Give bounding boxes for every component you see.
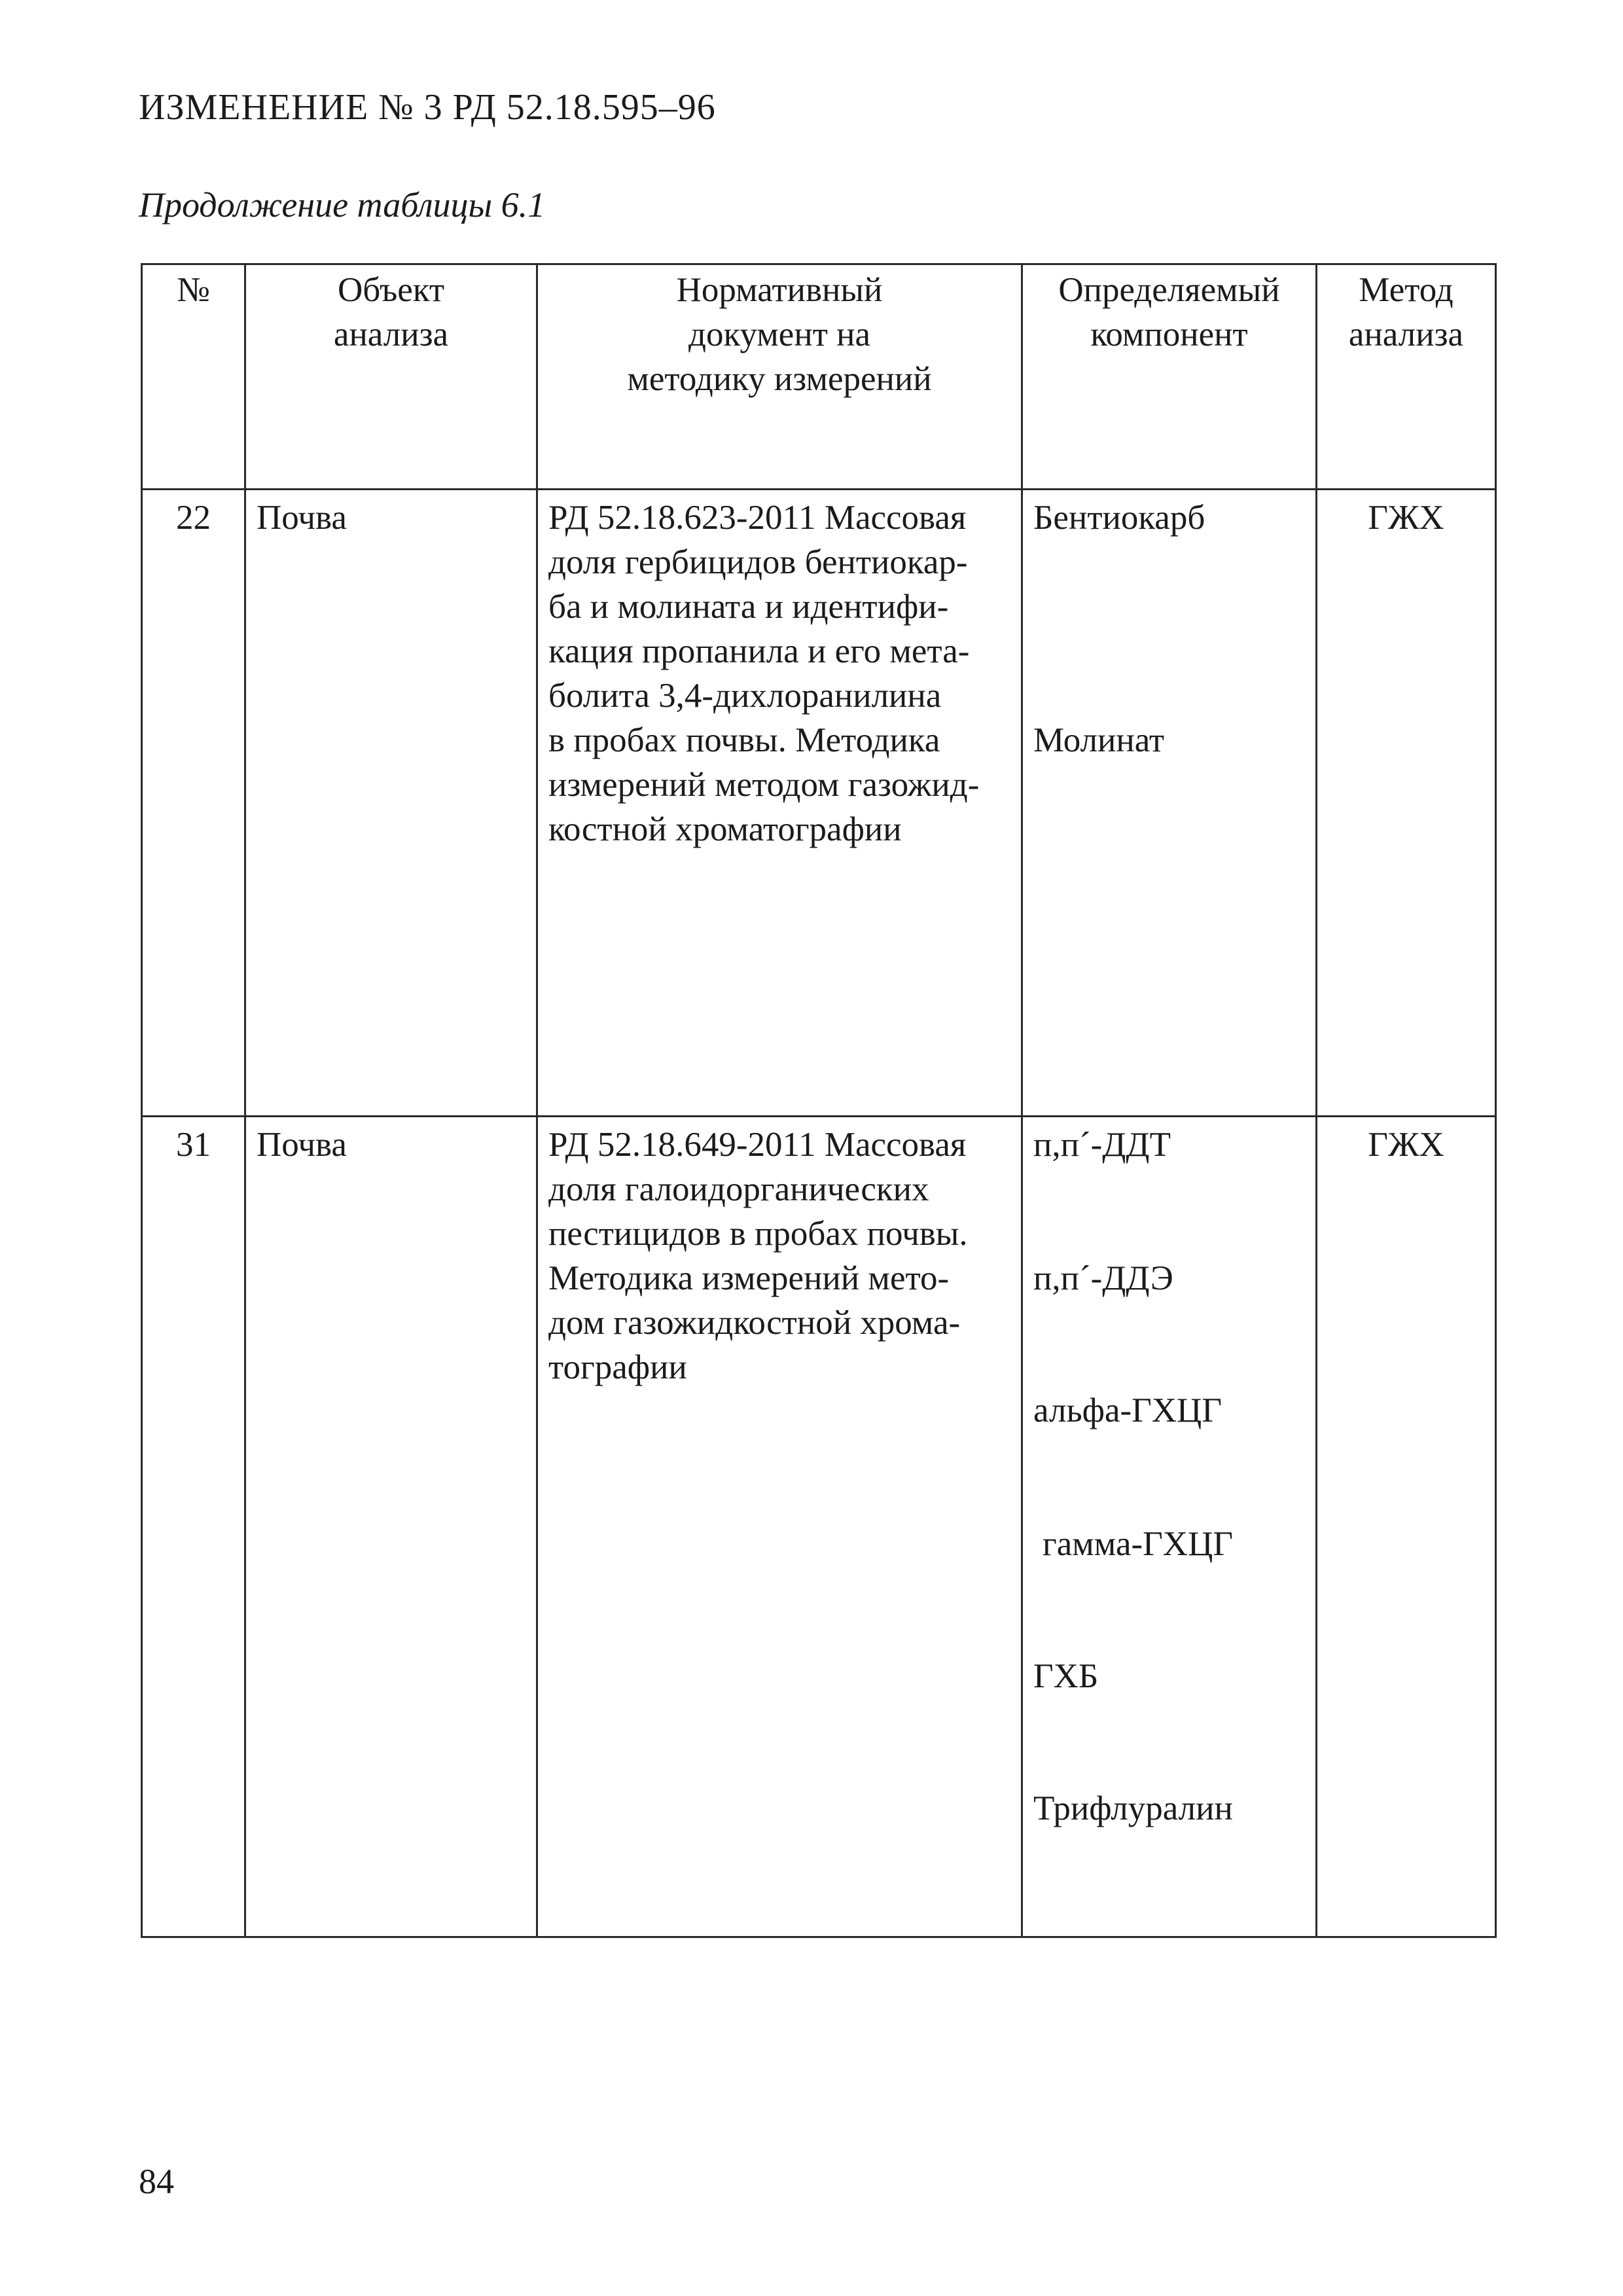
column-header-document: Нормативный документ на методику измерений	[537, 264, 1022, 490]
table-row	[142, 1117, 1496, 1937]
methods-table	[141, 263, 1497, 1938]
analysis-method: ГЖХ	[1317, 490, 1496, 1117]
component-item: Молинат	[1033, 721, 1165, 759]
analysis-method: ГЖХ	[1317, 1117, 1496, 1937]
component-item: ГХБ	[1033, 1657, 1099, 1695]
component-item: Трифлуралин	[1033, 1789, 1233, 1827]
component-item: гамма-ГХЦГ	[1043, 1525, 1233, 1563]
component-item: п,п´-ДДТ	[1033, 1126, 1171, 1164]
table-row	[142, 490, 1496, 1117]
component-item: Бентиокарб	[1033, 499, 1205, 537]
normative-document: РД 52.18.623-2011 Массовая доля гербицидов бентиокар- ба и молината и идентифи- кация пропанила и его мета- болита 3,4-дихлоранилина в пробах почвы. Методика измерений методом газожид- костной хроматографии	[537, 490, 1022, 1117]
document-header: ИЗМЕНЕНИЕ № 3 РД 52.18.595–96	[139, 87, 716, 128]
analysis-object: Почва	[245, 490, 537, 1117]
column-header-num: №	[142, 264, 245, 490]
normative-document: РД 52.18.649-2011 Массовая доля галоидорганических пестицидов в пробах почвы. Методика измерений мето- дом газожидкостной хрома- тографии	[537, 1117, 1022, 1937]
component-cell	[1022, 490, 1317, 1117]
table-header-row	[142, 264, 1496, 490]
column-header-method: Метод анализа	[1317, 264, 1496, 490]
analysis-object: Почва	[245, 1117, 537, 1937]
component-item: п,п´-ДДЭ	[1033, 1259, 1173, 1297]
page-number: 84	[139, 2162, 174, 2201]
row-number: 22	[142, 490, 245, 1117]
component-cell	[1022, 1117, 1317, 1937]
table-caption: Продолжение таблицы 6.1	[139, 185, 546, 224]
component-item: альфа-ГХЦГ	[1033, 1391, 1222, 1429]
row-number: 31	[142, 1117, 245, 1937]
column-header-object: Объект анализа	[245, 264, 537, 490]
column-header-component: Определяемый компонент	[1022, 264, 1317, 490]
